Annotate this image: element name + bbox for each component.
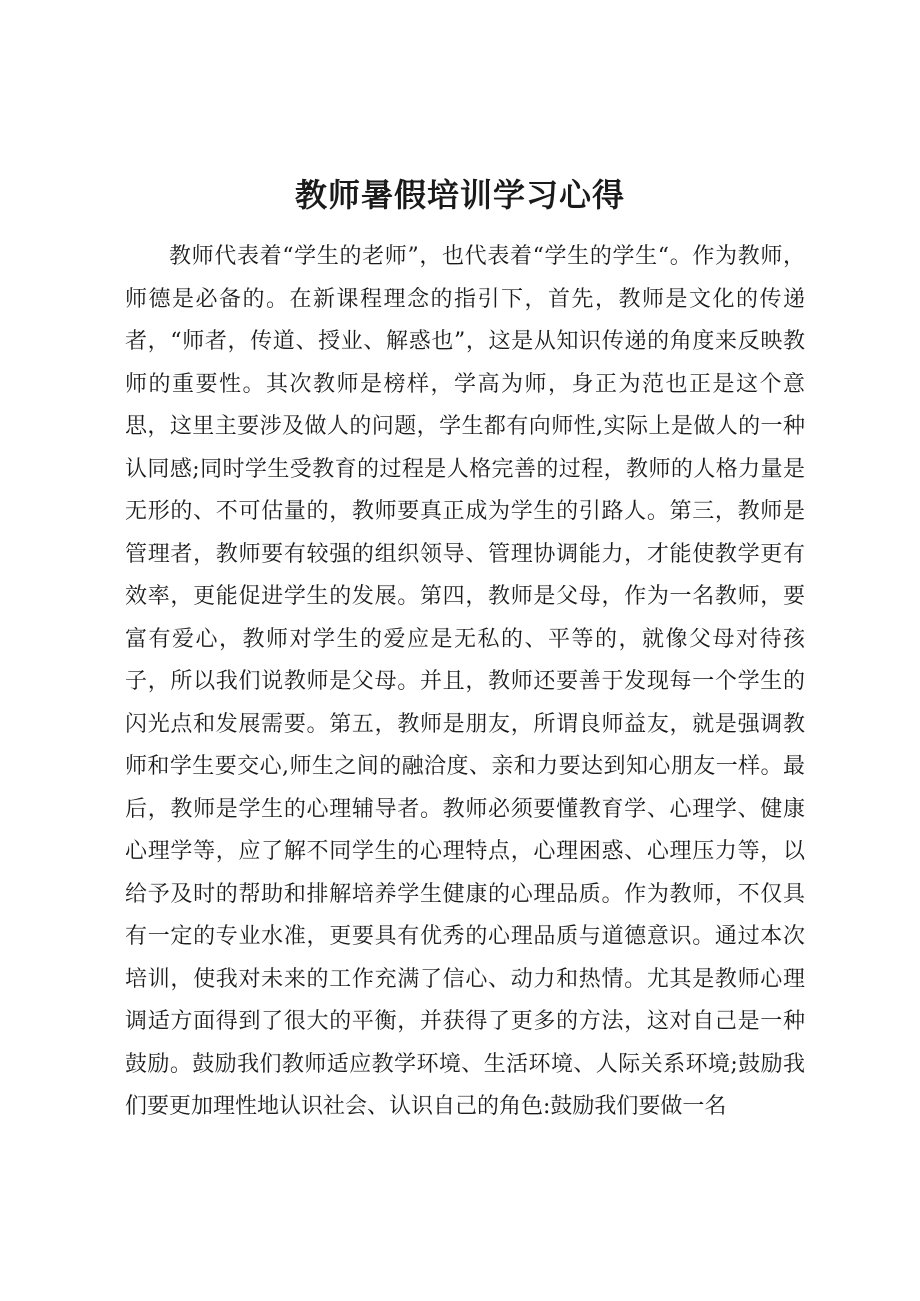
document-title: 教师暑假培训学习心得 <box>294 176 625 214</box>
body-paragraph: 教师代表着“学生的老师”，也代表着“学生的学生“。作为教师，师德是必备的。在新课程理念的指引下，首先，教师是文化的传递者，“师者，传道、授业、解惑也”，这是从知识传递的角度来反映教师的重要性。其次教师是榜样，学高为师，身正为范也正是这个意思，这里主要涉及做人的问题，学生都有向师性,实际上是做人的一种认同感;同时学生受教育的过程是人格完善的过程，教师的人格力量是无形的、不可估量的，教师要真正成为学生的引路人。第三，教师是管理者，教师要有较强的组织领导、管理协调能力，才能使教学更有效率，更能促进学生的发展。第四，教师是父母，作为一名教师，要富有爱心，教师对学生的爱应是无私的、平等的，就像父母对待孩子，所以我们说教师是父母。并且，教师还要善于发现每一个学生的闪光点和发展需要。第五，教师是朋友，所谓良师益友，就是强调教师和学生要交心,师生之间的融洽度、亲和力要达到知心朋友一样。最后，教师是学生的心理辅导者。教师必须要懂教育学、心理学、健康心理学等，应了解不同学生的心理特点，心理困惑、心理压力等，以给予及时的帮助和排解培养学生健康的心理品质。作为教师，不仅具有一定的专业水准，更要具有优秀的心理品质与道德意识。通过本次培训，使我对未来的工作充满了信心、动力和热情。尤其是教师心理调适方面得到了很大的平衡，并获得了更多的方法，这对自己是一种鼓励。鼓励我们教师适应教学环境、生活环境、人际关系环境;鼓励我们要更加理性地认识社会、认识自己的角色:鼓励我们要做一名 <box>125 244 805 1119</box>
